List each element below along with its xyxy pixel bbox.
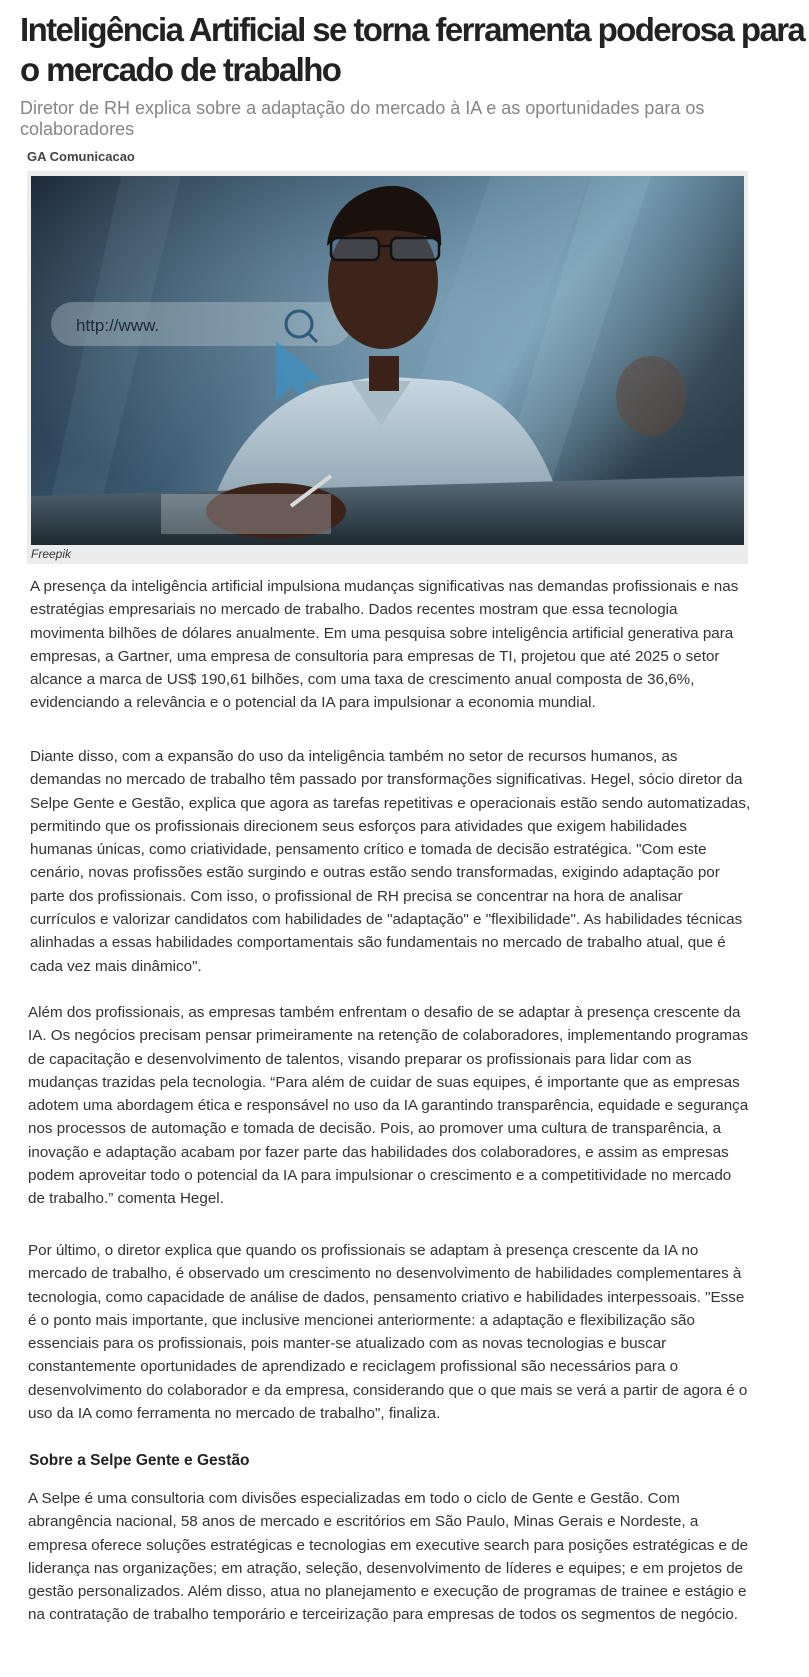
article-title: Inteligência Artificial se torna ferramenta poderosa para o mercado de trabalho xyxy=(20,11,805,88)
photo-url-text: http://www. xyxy=(76,316,160,335)
about-paragraph: A Selpe é uma consultoria com divisões especializadas em todo o ciclo de Gente e Gestão. Com abrangência nacional, 58 anos de mercado e escritórios em São Paulo, Minas Gerais e Nordeste, a empresa oferece soluções estratégicas e tecnologias em executive search para posições estratégicas e de liderança nas organizações; em atração, seleção, desenvolvimento de líderes e equipes; e em projetos de gestão personalizados. Além disso, atua no planejamento e execução de programas de trainee e estágio e na contratação de trabalho temporário e terceirização para empresas de todos os segmentos de negócio. xyxy=(28,1490,749,1624)
article-author[interactable]: GA Comunicacao xyxy=(27,149,135,164)
paragraph-4: Por último, o diretor explica que quando os profissionais se adaptam à presença crescente da IA no mercado de trabalho, é observado um crescimento no desenvolvimento de habilidades complementares à tecnologia, como capacidade de análise de dados, pensamento criativo e habilidades interpessoais. "Esse é o ponto mais importante, que inclusive mencionei anteriormente: a adaptação e flexibilização são essenciais para os profissionais, pois manter-se atualizado com as novas tecnologias e buscar constantemente oportunidades de aprendizado e reciclagem profissional são necessários para o desenvolvimento do colaborador e da empresa, considerando que o que mais se verá a partir de agora é o uso da IA como ferramenta no mercado de trabalho", finaliza. xyxy=(28,1242,748,1423)
article-photo xyxy=(31,176,744,545)
paragraph-1: A presença da inteligência artificial impulsiona mudanças significativas nas demandas profissionais e nas estratégias empresariais no mercado de trabalho. Dados recentes mostram que essa tecnologia movimenta bilhões de dólares anualmente. Em uma pesquisa sobre inteligência artificial generativa para empresas, a Gartner, uma empresa de consultoria para empresas de TI, projetou que até 2025 o setor alcance a marca de US$ 190,61 bilhões, com uma taxa de crescimento anual composta de 36,6%, evidenciando a relevância e o potencial da IA para impulsionar a economia mundial. xyxy=(30,578,739,712)
paragraph-3: Além dos profissionais, as empresas também enfrentam o desafio de se adaptar à presença crescente da IA. Os negócios precisam pensar primeiramente na retenção de colaboradores, implementando programas de capacitação e desenvolvimento de talentos, visando preparar os profissionais para lidar com as mudanças trazidas pela tecnologia. “Para além de cuidar de suas equipes, é importante que as empresas adotem uma abordagem ética e responsável no uso da IA garantindo transparência, equidade e segurança nos processos de automação e tomada de decisão. Pois, ao promover uma cultura de transparência, a inovação e adaptação acabam por fazer parte das habilidades dos colaboradores, e assim as empresas podem aproveitar todo o potencial da IA para impulsionar o crescimento e a competitividade no mercado de trabalho.” comenta Hegel. xyxy=(28,1004,749,1208)
photo-credit: Freepik xyxy=(31,547,72,561)
about-heading: Sobre a Selpe Gente e Gestão xyxy=(29,1452,250,1469)
paragraph-2: Diante disso, com a expansão do uso da inteligência também no setor de recursos humanos, as demandas no mercado de trabalho têm passado por transformações significativas. Hegel, sócio diretor da Selpe Gente e Gestão, explica que agora as tarefas repetitivas e operacionais estão sendo automatizadas, permitindo que os profissionais direcionem seus esforços para atividades que exigem habilidades humanas únicas, como criatividade, pensamento crítico e tomada de decisão estratégica. "Com este cenário, novas profissões estão surgindo e outras estão sendo transformadas, exigindo adaptação por parte dos profissionais. Com isso, o profissional de RH precisa se concentrar na hora de analisar currículos e valorizar candidatos com habilidades de "adaptação" e "flexibilidade". As habilidades técnicas alinhadas a essas habilidades comportamentais são fundamentais no mercado de trabalho atual, que é cada vez mais dinâmico". xyxy=(30,748,751,975)
article-figure xyxy=(27,171,748,564)
article-subtitle: Diretor de RH explica sobre a adaptação do mercado à IA e as oportunidades para os colaboradores xyxy=(20,98,705,139)
